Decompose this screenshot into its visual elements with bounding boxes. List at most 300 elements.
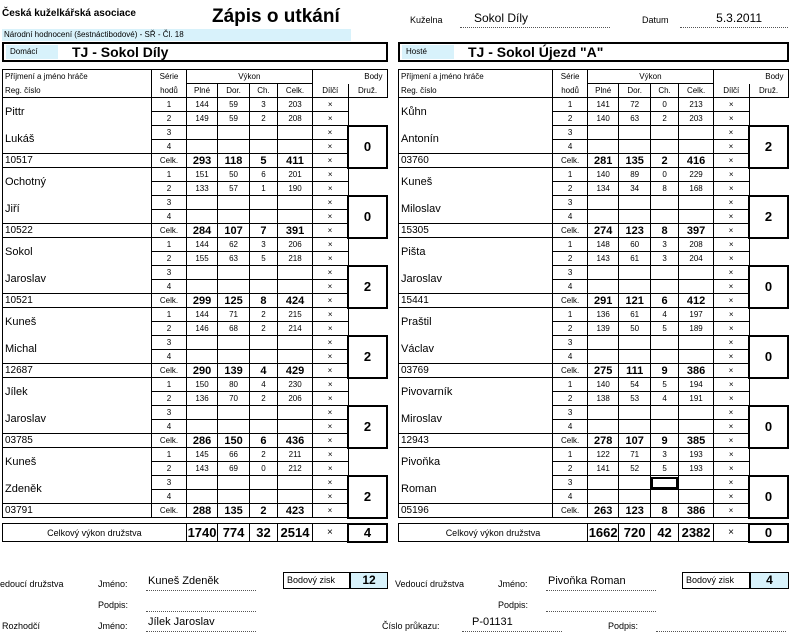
score-cell[interactable]: 61 <box>619 252 650 266</box>
dilci-cross-cell[interactable]: × <box>312 504 348 518</box>
score-cell[interactable]: 50 <box>218 168 250 182</box>
player-surname[interactable]: Sokol <box>3 238 152 266</box>
score-cell[interactable] <box>218 350 250 364</box>
score-cell[interactable] <box>218 280 250 294</box>
score-cell[interactable]: 68 <box>218 322 250 336</box>
score-cell[interactable]: 5 <box>650 322 678 336</box>
score-cell[interactable] <box>679 196 714 210</box>
dilci-cross-cell[interactable]: × <box>713 406 749 420</box>
score-cell[interactable] <box>619 336 650 350</box>
guest-signature-field[interactable] <box>546 596 656 612</box>
score-cell[interactable] <box>587 196 618 210</box>
score-cell[interactable]: 150 <box>186 378 218 392</box>
player-surname[interactable]: Pivovarník <box>399 378 553 406</box>
dilci-cross-cell[interactable]: × <box>713 504 749 518</box>
score-cell[interactable] <box>278 350 313 364</box>
dilci-cross-cell[interactable]: × <box>713 420 749 434</box>
dilci-cross-cell[interactable]: × <box>713 364 749 378</box>
score-cell[interactable]: 2 <box>249 448 277 462</box>
points-spacer <box>749 308 788 336</box>
dilci-cross-cell[interactable]: × <box>713 140 749 154</box>
dilci-cross-cell[interactable]: × <box>312 378 348 392</box>
score-cell[interactable] <box>249 196 277 210</box>
score-cell[interactable]: 144 <box>186 308 218 322</box>
score-cell[interactable] <box>587 350 618 364</box>
dilci-cross-cell[interactable]: × <box>713 476 749 490</box>
score-cell[interactable]: 70 <box>218 392 250 406</box>
dilci-cross-cell[interactable]: × <box>312 126 348 140</box>
dilci-cross-cell[interactable]: × <box>713 182 749 196</box>
score-cell[interactable] <box>619 350 650 364</box>
score-cell[interactable]: 197 <box>679 308 714 322</box>
player-surname[interactable]: Pišta <box>399 238 553 266</box>
score-cell[interactable]: 71 <box>619 448 650 462</box>
dilci-cross-cell[interactable]: × <box>713 378 749 392</box>
player-first-name[interactable]: Zdeněk <box>3 476 152 504</box>
score-cell[interactable] <box>587 126 618 140</box>
score-cell[interactable]: 122 <box>587 448 618 462</box>
player-first-name[interactable]: Michal <box>3 336 152 364</box>
score-cell[interactable] <box>218 406 250 420</box>
score-cell[interactable]: 54 <box>619 378 650 392</box>
score-cell[interactable]: 146 <box>186 322 218 336</box>
dilci-cross-cell[interactable]: × <box>312 308 348 322</box>
license-field[interactable]: P-01131 <box>462 616 562 632</box>
score-cell[interactable] <box>650 476 678 490</box>
score-cell[interactable]: 71 <box>218 308 250 322</box>
score-cell[interactable]: 0 <box>249 462 277 476</box>
dilci-cross-cell[interactable]: × <box>312 294 348 308</box>
player-surname[interactable]: Pittr <box>3 98 152 126</box>
score-cell[interactable]: 52 <box>619 462 650 476</box>
score-cell[interactable] <box>218 336 250 350</box>
score-cell[interactable]: 144 <box>186 98 218 112</box>
score-cell[interactable] <box>587 210 618 224</box>
score-cell[interactable]: 6 <box>249 168 277 182</box>
score-cell[interactable]: 194 <box>679 378 714 392</box>
player-surname[interactable]: Kuneš <box>3 308 152 336</box>
player-first-name[interactable]: Jiří <box>3 196 152 224</box>
score-cell[interactable]: 191 <box>679 392 714 406</box>
score-cell[interactable]: 59 <box>218 98 250 112</box>
score-cell[interactable] <box>278 420 313 434</box>
score-cell[interactable]: 193 <box>679 448 714 462</box>
score-cell[interactable] <box>679 476 714 490</box>
score-cell[interactable] <box>249 126 277 140</box>
score-cell[interactable] <box>679 350 714 364</box>
score-cell[interactable]: 80 <box>218 378 250 392</box>
dilci-cross-cell[interactable]: × <box>312 154 348 168</box>
dilci-cross-cell[interactable]: × <box>713 490 749 504</box>
score-cell[interactable] <box>619 406 650 420</box>
score-cell[interactable]: 141 <box>587 462 618 476</box>
score-cell[interactable]: 211 <box>278 448 313 462</box>
score-cell[interactable]: 2 <box>249 322 277 336</box>
score-cell[interactable]: 145 <box>186 448 218 462</box>
score-cell[interactable]: 134 <box>587 182 618 196</box>
score-cell[interactable]: 0 <box>650 168 678 182</box>
score-cell[interactable] <box>679 406 714 420</box>
score-cell[interactable]: 57 <box>218 182 250 196</box>
score-cell[interactable] <box>186 490 218 504</box>
dilci-cross-cell[interactable]: × <box>713 448 749 462</box>
player-reg-number[interactable]: 10517 <box>3 154 152 168</box>
score-cell[interactable]: 144 <box>186 238 218 252</box>
score-cell[interactable] <box>278 140 313 154</box>
score-cell[interactable]: 0 <box>650 98 678 112</box>
score-cell[interactable]: 3 <box>249 98 277 112</box>
player-reg-number[interactable]: 05196 <box>399 504 553 518</box>
dilci-cross-cell[interactable]: × <box>312 252 348 266</box>
score-cell[interactable] <box>679 336 714 350</box>
score-cell[interactable] <box>186 140 218 154</box>
score-cell[interactable] <box>218 126 250 140</box>
dilci-cross-cell[interactable]: × <box>713 294 749 308</box>
score-cell[interactable] <box>278 196 313 210</box>
score-cell[interactable] <box>278 210 313 224</box>
score-cell[interactable]: 136 <box>587 308 618 322</box>
score-cell[interactable] <box>650 350 678 364</box>
score-cell[interactable] <box>619 490 650 504</box>
dilci-cross-cell[interactable]: × <box>312 462 348 476</box>
score-cell[interactable] <box>249 490 277 504</box>
player-reg-number[interactable]: 03760 <box>399 154 553 168</box>
score-cell[interactable] <box>587 490 618 504</box>
score-cell[interactable]: 151 <box>186 168 218 182</box>
score-cell[interactable] <box>679 126 714 140</box>
score-cell[interactable] <box>249 210 277 224</box>
score-cell[interactable] <box>249 350 277 364</box>
score-cell[interactable]: 4 <box>650 392 678 406</box>
score-cell[interactable]: 143 <box>186 462 218 476</box>
score-cell[interactable]: 3 <box>650 238 678 252</box>
score-cell[interactable] <box>249 336 277 350</box>
score-cell[interactable] <box>278 336 313 350</box>
score-cell[interactable]: 189 <box>679 322 714 336</box>
dilci-cross-cell[interactable]: × <box>312 350 348 364</box>
player-surname[interactable]: Ochotný <box>3 168 152 196</box>
score-cell[interactable]: 59 <box>218 112 250 126</box>
score-cell[interactable] <box>186 406 218 420</box>
score-cell[interactable]: 133 <box>186 182 218 196</box>
score-cell[interactable]: 206 <box>278 392 313 406</box>
dilci-cross-cell[interactable]: × <box>312 182 348 196</box>
score-cell[interactable] <box>587 420 618 434</box>
dilci-cross-cell[interactable]: × <box>713 210 749 224</box>
score-cell[interactable] <box>587 336 618 350</box>
dilci-cross-cell[interactable]: × <box>312 476 348 490</box>
score-cell[interactable] <box>650 140 678 154</box>
player-reg-number[interactable]: 03769 <box>399 364 553 378</box>
player-surname[interactable]: Pivoňka <box>399 448 553 476</box>
dilci-cross-cell[interactable]: × <box>713 350 749 364</box>
score-cell[interactable] <box>650 196 678 210</box>
dilci-cross-cell[interactable]: × <box>312 266 348 280</box>
player-first-name[interactable]: Václav <box>399 336 553 364</box>
dilci-cross-cell[interactable]: × <box>713 224 749 238</box>
score-cell[interactable] <box>218 140 250 154</box>
dilci-cross-cell[interactable]: × <box>312 336 348 350</box>
score-cell[interactable] <box>278 126 313 140</box>
dilci-cross-cell[interactable]: × <box>713 154 749 168</box>
referee-signature-field[interactable] <box>656 616 786 632</box>
player-total-cell: 139 <box>218 364 250 378</box>
score-cell[interactable]: 138 <box>587 392 618 406</box>
score-cell[interactable]: 155 <box>186 252 218 266</box>
score-cell[interactable]: 89 <box>619 168 650 182</box>
dilci-cross-cell[interactable]: × <box>312 280 348 294</box>
venue-field[interactable]: Sokol Díly <box>460 11 610 28</box>
guest-leader-field[interactable]: Pivoňka Roman <box>546 575 656 591</box>
dilci-cross-cell[interactable]: × <box>713 392 749 406</box>
score-cell[interactable]: 230 <box>278 378 313 392</box>
score-cell[interactable]: 1 <box>249 182 277 196</box>
score-cell[interactable] <box>186 280 218 294</box>
score-cell[interactable]: 149 <box>186 112 218 126</box>
score-cell[interactable]: 213 <box>679 98 714 112</box>
score-cell[interactable]: 4 <box>650 308 678 322</box>
score-cell[interactable] <box>587 406 618 420</box>
score-cell[interactable]: 215 <box>278 308 313 322</box>
dilci-cross-cell[interactable]: × <box>312 210 348 224</box>
score-cell[interactable]: 168 <box>679 182 714 196</box>
score-cell[interactable] <box>218 420 250 434</box>
score-cell[interactable] <box>679 266 714 280</box>
dilci-cross-cell[interactable]: × <box>312 112 348 126</box>
score-cell[interactable] <box>218 196 250 210</box>
dilci-cross-cell[interactable]: × <box>312 420 348 434</box>
dilci-cross-cell[interactable]: × <box>312 448 348 462</box>
date-field[interactable]: 5.3.2011 <box>680 11 788 28</box>
score-cell[interactable] <box>679 210 714 224</box>
score-cell[interactable] <box>679 490 714 504</box>
score-cell[interactable]: 66 <box>218 448 250 462</box>
score-cell[interactable]: 143 <box>587 252 618 266</box>
score-cell[interactable]: 60 <box>619 238 650 252</box>
score-cell[interactable] <box>249 406 277 420</box>
score-cell[interactable]: 5 <box>650 462 678 476</box>
player-surname[interactable]: Jílek <box>3 378 152 406</box>
score-cell[interactable]: 141 <box>587 98 618 112</box>
dilci-cross-cell[interactable]: × <box>713 336 749 350</box>
score-cell[interactable] <box>650 336 678 350</box>
score-cell[interactable] <box>218 490 250 504</box>
score-cell[interactable] <box>186 336 218 350</box>
dilci-cross-cell[interactable]: × <box>312 224 348 238</box>
score-cell[interactable] <box>650 210 678 224</box>
score-cell[interactable] <box>186 350 218 364</box>
dilci-cross-cell[interactable]: × <box>713 280 749 294</box>
score-cell[interactable] <box>278 406 313 420</box>
score-cell[interactable]: 3 <box>650 252 678 266</box>
score-cell[interactable] <box>619 196 650 210</box>
dilci-cross-cell[interactable]: × <box>713 308 749 322</box>
dilci-cross-cell[interactable]: × <box>312 392 348 406</box>
score-cell[interactable]: 201 <box>278 168 313 182</box>
player-first-name[interactable]: Miloslav <box>399 196 553 224</box>
score-cell[interactable]: 2 <box>650 112 678 126</box>
score-cell[interactable]: 229 <box>679 168 714 182</box>
player-reg-number[interactable]: 15305 <box>399 224 553 238</box>
score-cell[interactable] <box>249 140 277 154</box>
dilci-cross-cell[interactable]: × <box>312 140 348 154</box>
score-cell[interactable] <box>249 420 277 434</box>
score-cell[interactable] <box>587 476 618 490</box>
score-cell[interactable] <box>619 266 650 280</box>
score-cell[interactable]: 4 <box>249 378 277 392</box>
score-cell[interactable]: 212 <box>278 462 313 476</box>
score-cell[interactable]: 53 <box>619 392 650 406</box>
dilci-cross-cell[interactable]: × <box>312 322 348 336</box>
score-cell[interactable]: 203 <box>278 98 313 112</box>
score-cell[interactable] <box>186 126 218 140</box>
player-first-name[interactable]: Lukáš <box>3 126 152 154</box>
score-cell[interactable] <box>186 266 218 280</box>
player-reg-number[interactable]: 10521 <box>3 294 152 308</box>
score-cell[interactable]: 140 <box>587 378 618 392</box>
player-reg-number[interactable]: 12943 <box>399 434 553 448</box>
score-cell[interactable]: 140 <box>587 112 618 126</box>
dilci-cross-cell[interactable]: × <box>713 112 749 126</box>
player-reg-number[interactable]: 12687 <box>3 364 152 378</box>
score-cell[interactable]: 8 <box>650 182 678 196</box>
score-cell[interactable]: 3 <box>650 448 678 462</box>
player-first-name[interactable]: Jaroslav <box>399 266 553 294</box>
score-cell[interactable] <box>650 126 678 140</box>
score-cell[interactable] <box>619 420 650 434</box>
score-cell[interactable]: 208 <box>679 238 714 252</box>
score-cell[interactable] <box>679 420 714 434</box>
score-cell[interactable] <box>587 280 618 294</box>
score-cell[interactable]: 5 <box>650 378 678 392</box>
score-cell[interactable] <box>587 266 618 280</box>
dilci-cross-cell[interactable]: × <box>713 252 749 266</box>
player-first-name[interactable]: Antonín <box>399 126 553 154</box>
dilci-cross-cell[interactable]: × <box>312 168 348 182</box>
score-cell[interactable]: 214 <box>278 322 313 336</box>
score-cell[interactable]: 2 <box>249 392 277 406</box>
dilci-cross-cell[interactable]: × <box>312 98 348 112</box>
score-cell[interactable] <box>218 476 250 490</box>
score-cell[interactable]: 136 <box>186 392 218 406</box>
dilci-cross-cell[interactable]: × <box>713 238 749 252</box>
dilci-cross-cell[interactable]: × <box>713 196 749 210</box>
score-cell[interactable] <box>218 266 250 280</box>
score-cell[interactable]: 2 <box>249 112 277 126</box>
player-surname[interactable]: Kuneš <box>3 448 152 476</box>
score-cell[interactable] <box>186 196 218 210</box>
score-cell[interactable] <box>186 476 218 490</box>
score-cell[interactable] <box>249 280 277 294</box>
score-cell[interactable] <box>650 420 678 434</box>
player-first-name[interactable]: Miroslav <box>399 406 553 434</box>
score-cell[interactable] <box>650 280 678 294</box>
dilci-cross-cell[interactable]: × <box>312 196 348 210</box>
score-cell[interactable] <box>650 406 678 420</box>
home-leader-field[interactable]: Kuneš Zdeněk <box>146 575 256 591</box>
serie-number: 1 <box>553 238 588 252</box>
score-cell[interactable] <box>587 140 618 154</box>
dilci-cross-cell[interactable]: × <box>312 238 348 252</box>
player-reg-number[interactable]: 15441 <box>399 294 553 308</box>
score-cell[interactable] <box>619 476 650 490</box>
score-cell[interactable] <box>218 210 250 224</box>
score-cell[interactable] <box>249 476 277 490</box>
score-cell[interactable]: 208 <box>278 112 313 126</box>
score-cell[interactable] <box>278 490 313 504</box>
dilci-cross-cell[interactable]: × <box>312 434 348 448</box>
player-surname[interactable]: Praštil <box>399 308 553 336</box>
player-reg-number[interactable]: 03785 <box>3 434 152 448</box>
score-cell[interactable]: 63 <box>619 112 650 126</box>
dilci-cross-cell[interactable]: × <box>312 364 348 378</box>
score-cell[interactable]: 72 <box>619 98 650 112</box>
dilci-cross-cell[interactable]: × <box>713 462 749 476</box>
score-cell[interactable]: 218 <box>278 252 313 266</box>
score-cell[interactable]: 206 <box>278 238 313 252</box>
player-first-name[interactable]: Jaroslav <box>3 406 152 434</box>
player-reg-number[interactable]: 03791 <box>3 504 152 518</box>
dilci-cross-cell[interactable]: × <box>312 406 348 420</box>
dilci-cross-cell[interactable]: × <box>713 126 749 140</box>
player-surname[interactable]: Kůhn <box>399 98 553 126</box>
score-cell[interactable]: 34 <box>619 182 650 196</box>
score-cell[interactable]: 50 <box>619 322 650 336</box>
score-cell[interactable] <box>186 210 218 224</box>
score-cell[interactable]: 204 <box>679 252 714 266</box>
score-cell[interactable] <box>650 266 678 280</box>
home-signature-field[interactable] <box>146 596 256 612</box>
dilci-cross-cell[interactable]: × <box>312 490 348 504</box>
score-cell[interactable] <box>278 476 313 490</box>
score-cell[interactable]: 193 <box>679 462 714 476</box>
score-cell[interactable] <box>619 280 650 294</box>
player-first-name[interactable]: Jaroslav <box>3 266 152 294</box>
score-cell[interactable] <box>619 210 650 224</box>
score-cell[interactable] <box>679 280 714 294</box>
score-cell[interactable]: 61 <box>619 308 650 322</box>
score-cell[interactable] <box>249 266 277 280</box>
score-cell[interactable]: 140 <box>587 168 618 182</box>
player-first-name[interactable]: Roman <box>399 476 553 504</box>
score-cell[interactable]: 3 <box>249 238 277 252</box>
score-cell[interactable]: 2 <box>249 308 277 322</box>
score-cell[interactable]: 190 <box>278 182 313 196</box>
score-cell[interactable] <box>679 140 714 154</box>
score-cell[interactable]: 148 <box>587 238 618 252</box>
score-cell[interactable]: 63 <box>218 252 250 266</box>
score-cell[interactable] <box>619 126 650 140</box>
score-cell[interactable]: 69 <box>218 462 250 476</box>
player-surname[interactable]: Kuneš <box>399 168 553 196</box>
dilci-cross-cell[interactable]: × <box>713 434 749 448</box>
score-cell[interactable]: 62 <box>218 238 250 252</box>
dilci-cross-cell[interactable]: × <box>713 266 749 280</box>
score-cell[interactable] <box>278 266 313 280</box>
score-cell[interactable]: 203 <box>679 112 714 126</box>
score-cell[interactable]: 5 <box>249 252 277 266</box>
player-reg-number[interactable]: 10522 <box>3 224 152 238</box>
dilci-cross-cell[interactable]: × <box>713 98 749 112</box>
referee-field[interactable]: Jílek Jaroslav <box>146 616 256 632</box>
dilci-cross-cell[interactable]: × <box>713 322 749 336</box>
dilci-cross-cell[interactable]: × <box>713 168 749 182</box>
score-cell[interactable] <box>650 490 678 504</box>
score-cell[interactable] <box>186 420 218 434</box>
score-cell[interactable]: 139 <box>587 322 618 336</box>
score-cell[interactable] <box>619 140 650 154</box>
score-cell[interactable] <box>278 280 313 294</box>
